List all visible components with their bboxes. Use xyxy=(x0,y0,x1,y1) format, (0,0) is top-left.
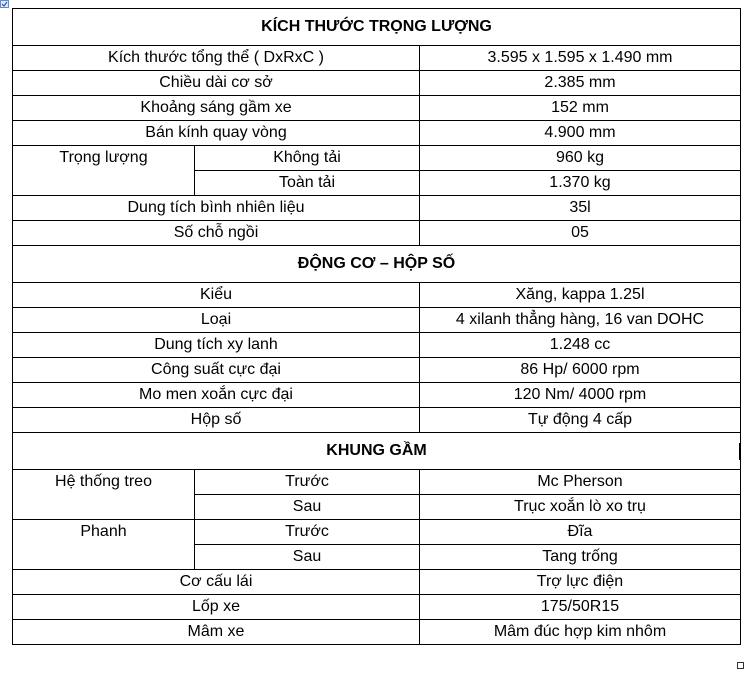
spec-value[interactable]: 05 xyxy=(420,221,741,246)
spec-label[interactable]: Loại xyxy=(13,308,420,333)
table-row xyxy=(13,470,741,495)
spec-value[interactable]: Tang trống xyxy=(420,545,741,570)
table-row xyxy=(13,196,741,221)
spec-value[interactable]: Mâm đúc hợp kim nhôm xyxy=(420,620,741,645)
spec-label[interactable]: Số chỗ ngồi xyxy=(13,221,420,246)
section-title-chassis[interactable]: KHUNG GẦM xyxy=(13,433,741,470)
spec-label[interactable]: Mâm xe xyxy=(13,620,420,645)
spec-sublabel[interactable]: Trước xyxy=(195,520,420,545)
spec-label[interactable]: Hộp số xyxy=(13,408,420,433)
section-title-engine[interactable]: ĐỘNG CƠ – HỘP SỐ xyxy=(13,246,741,283)
spec-value[interactable]: Tự động 4 cấp xyxy=(420,408,741,433)
table-row xyxy=(13,146,741,171)
spec-value[interactable]: Đĩa xyxy=(420,520,741,545)
spec-value[interactable]: Xăng, kappa 1.25l xyxy=(420,283,741,308)
table-resize-handle[interactable] xyxy=(737,662,744,669)
spec-value[interactable]: 1.248 cc xyxy=(420,333,741,358)
spec-value[interactable]: 120 Nm/ 4000 rpm xyxy=(420,383,741,408)
spec-value[interactable]: 4 xilanh thẳng hàng, 16 van DOHC xyxy=(420,308,741,333)
spec-label[interactable]: Mo men xoắn cực đại xyxy=(13,383,420,408)
spec-label[interactable]: Chiều dài cơ sở xyxy=(13,71,420,96)
section-row xyxy=(13,246,741,283)
group-label-brake[interactable]: Phanh xyxy=(13,520,195,570)
spec-label[interactable]: Dung tích bình nhiên liệu xyxy=(13,196,420,221)
table-row xyxy=(13,71,741,96)
spec-value[interactable]: 86 Hp/ 6000 rpm xyxy=(420,358,741,383)
spec-table[interactable] xyxy=(12,8,741,645)
section-row xyxy=(13,9,741,46)
group-label-weight[interactable]: Trọng lượng xyxy=(13,146,195,196)
table-row xyxy=(13,333,741,358)
table-row xyxy=(13,620,741,645)
anchor-icon[interactable] xyxy=(0,0,9,8)
table-row xyxy=(13,221,741,246)
section-row xyxy=(13,433,741,470)
spec-label[interactable]: Lốp xe xyxy=(13,595,420,620)
text-cursor xyxy=(739,443,741,460)
group-label-suspension[interactable]: Hệ thống treo xyxy=(13,470,195,520)
table-row xyxy=(13,595,741,620)
spec-value[interactable]: 152 mm xyxy=(420,96,741,121)
table-row xyxy=(13,408,741,433)
spec-table-wrapper xyxy=(12,8,741,645)
spec-value[interactable]: 175/50R15 xyxy=(420,595,741,620)
spec-value[interactable]: Mc Pherson xyxy=(420,470,741,495)
table-row xyxy=(13,308,741,333)
spec-value[interactable]: 4.900 mm xyxy=(420,121,741,146)
spec-label[interactable]: Khoảng sáng gầm xe xyxy=(13,96,420,121)
table-row xyxy=(13,46,741,71)
table-row xyxy=(13,520,741,545)
spec-value[interactable]: 2.385 mm xyxy=(420,71,741,96)
spec-value[interactable]: 35l xyxy=(420,196,741,221)
spec-sublabel[interactable]: Trước xyxy=(195,470,420,495)
spec-sublabel[interactable]: Sau xyxy=(195,495,420,520)
spec-label[interactable]: Công suất cực đại xyxy=(13,358,420,383)
spec-label[interactable]: Bán kính quay vòng xyxy=(13,121,420,146)
spec-value[interactable]: 1.370 kg xyxy=(420,171,741,196)
table-row xyxy=(13,570,741,595)
spec-value[interactable]: 3.595 x 1.595 x 1.490 mm xyxy=(420,46,741,71)
spec-label[interactable]: Kích thước tổng thể ( DxRxC ) xyxy=(13,46,420,71)
spec-label[interactable]: Dung tích xy lanh xyxy=(13,333,420,358)
spec-label[interactable]: Cơ cấu lái xyxy=(13,570,420,595)
spec-sublabel[interactable]: Sau xyxy=(195,545,420,570)
spec-sublabel[interactable]: Không tải xyxy=(195,146,420,171)
spec-value[interactable]: Trục xoắn lò xo trụ xyxy=(420,495,741,520)
table-row xyxy=(13,358,741,383)
table-row xyxy=(13,383,741,408)
spec-value[interactable]: Trợ lực điện xyxy=(420,570,741,595)
table-row xyxy=(13,121,741,146)
spec-label[interactable]: Kiểu xyxy=(13,283,420,308)
spec-sublabel[interactable]: Toàn tải xyxy=(195,171,420,196)
section-title-size-weight[interactable]: KÍCH THƯỚC TRỌNG LƯỢNG xyxy=(13,9,741,46)
spec-value[interactable]: 960 kg xyxy=(420,146,741,171)
table-row xyxy=(13,96,741,121)
table-row xyxy=(13,283,741,308)
